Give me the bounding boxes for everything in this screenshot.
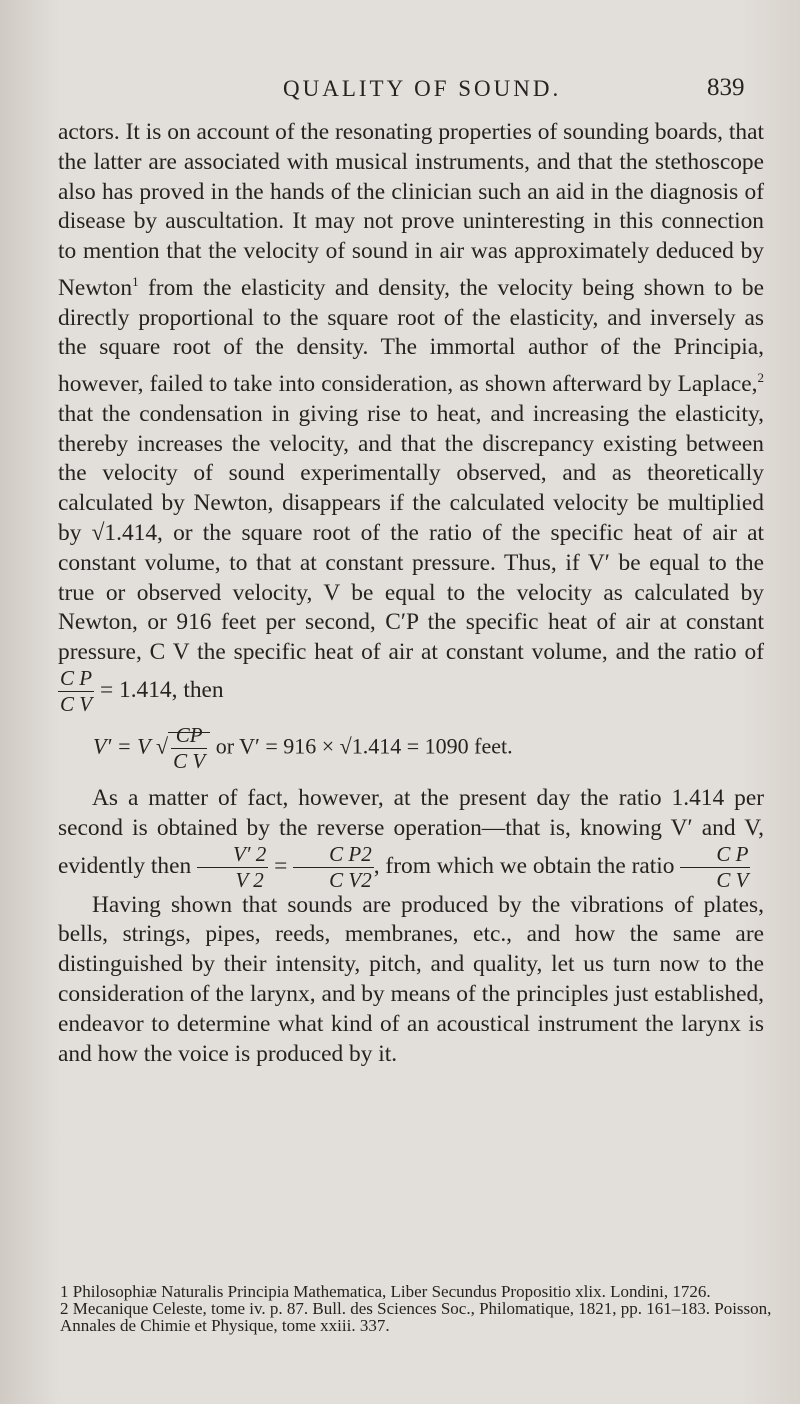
paragraph-1-part-a: actors. It is on account of the resonating properties of sounding boards, that the latter are associated with musical instruments, and that the stethoscope also has proved in the hands of the clinician such an aid in the diagnosis of disease by auscultation. It may not prove uninteresting in this connection to mention that the velocity of sound in air was approximately deduced by Newton	[58, 119, 764, 301]
equals-sign: =	[274, 852, 288, 879]
final-ratio-fraction	[680, 841, 750, 892]
paragraph-2-part-a: As a matter of fact, however, at the present day the ratio 1.414 per second is obtained by the reverse operation—that is, knowing V′ and V, evidently then	[58, 784, 764, 879]
paragraph-3: Having shown that sounds are produced by the vibrations of plates, bells, strings, pipes, reeds, membranes, etc., and how the same are distinguished by their intensity, pitch, and quality, let us turn now to the consideration of the larynx, and by means of the principles just established, endeavor to determine what kind of an acoustical instrument the larynx is and how the voice is produced by it.	[58, 891, 764, 1067]
velocity-ratio-fraction	[197, 841, 268, 892]
paragraph-1	[58, 118, 764, 715]
sqrt-denominator: C V	[173, 748, 206, 773]
final-ratio-denominator: C V	[716, 867, 749, 892]
footnote-2: 2 Mecanique Celeste, tome iv. p. 87. Bull. des Sciences Soc., Philomatique, 1821, pp. 161–183. Poisson, Annales de Chimie et Physique, tome xxiii. 337.	[60, 1299, 772, 1335]
footnote-1: 1 Philosophiæ Naturalis Principia Mathematica, Liber Secundus Propositio xlix. Londini, 1726.	[60, 1282, 711, 1301]
ratio-numerator: C P	[60, 665, 93, 690]
paragraph-1-part-b: from the elasticity and density, the velocity being shown to be directly proportional to the square root of the elasticity, and inversely as the square root of the density. The immortal author of the Principia, however, failed to take into consideration, as shown afterward by Laplace,	[58, 274, 764, 397]
body-text	[58, 118, 764, 1069]
sqrt-fraction	[171, 722, 207, 773]
ratio-fraction	[58, 665, 94, 716]
footnote-ref-1: 1	[132, 273, 139, 289]
sqrt-numerator: CP	[171, 725, 207, 749]
ratio-denominator: C V	[60, 691, 93, 716]
paragraph-1-part-d: = 1.414, then	[99, 676, 224, 703]
equation-rhs: or V′ = 916 × √1.414 = 1090 feet.	[215, 733, 513, 759]
equation-lhs: V′ = V	[93, 733, 151, 759]
paragraph-2-part-b: , from which we obtain the ratio	[373, 852, 675, 879]
paragraph-2	[58, 784, 764, 891]
page-header	[0, 66, 800, 106]
heat-ratio-numerator: C P2	[293, 844, 374, 868]
velocity-ratio-numerator: V′ 2	[197, 844, 268, 868]
paragraph-1-part-c: that the condensation in giving rise to heat, and increasing the elasticity, thereby increases the velocity, and that the discrepancy existing between the velocity of sound experimentally observed, and as theoretically calculated by Newton, disappears if the calculated velocity be multiplied by √1.414, or the square root of the ratio of the specific heat of air at constant volume, to that at constant pressure. Thus, if V′ be equal to the true or observed velocity, V be equal to the velocity as calculated by Newton, or 916 feet per second, C′P the specific heat of air at constant pressure, C V the specific heat of air at constant volume, and the ratio of	[58, 400, 764, 666]
equation-line	[58, 722, 764, 773]
equation-sqrt: √ $\frac{CP}{\text{C V}}$	[156, 725, 210, 772]
footnotes	[60, 1283, 772, 1334]
heat-ratio-denominator: C V2	[329, 867, 372, 892]
final-ratio-numerator: C P	[680, 844, 750, 868]
velocity-ratio-denominator: V 2	[235, 867, 264, 892]
page-number: 839	[707, 74, 745, 101]
heat-ratio-fraction	[293, 841, 374, 892]
running-head: QUALITY OF SOUND.	[283, 76, 562, 101]
footnote-ref-2: 2	[757, 370, 764, 386]
